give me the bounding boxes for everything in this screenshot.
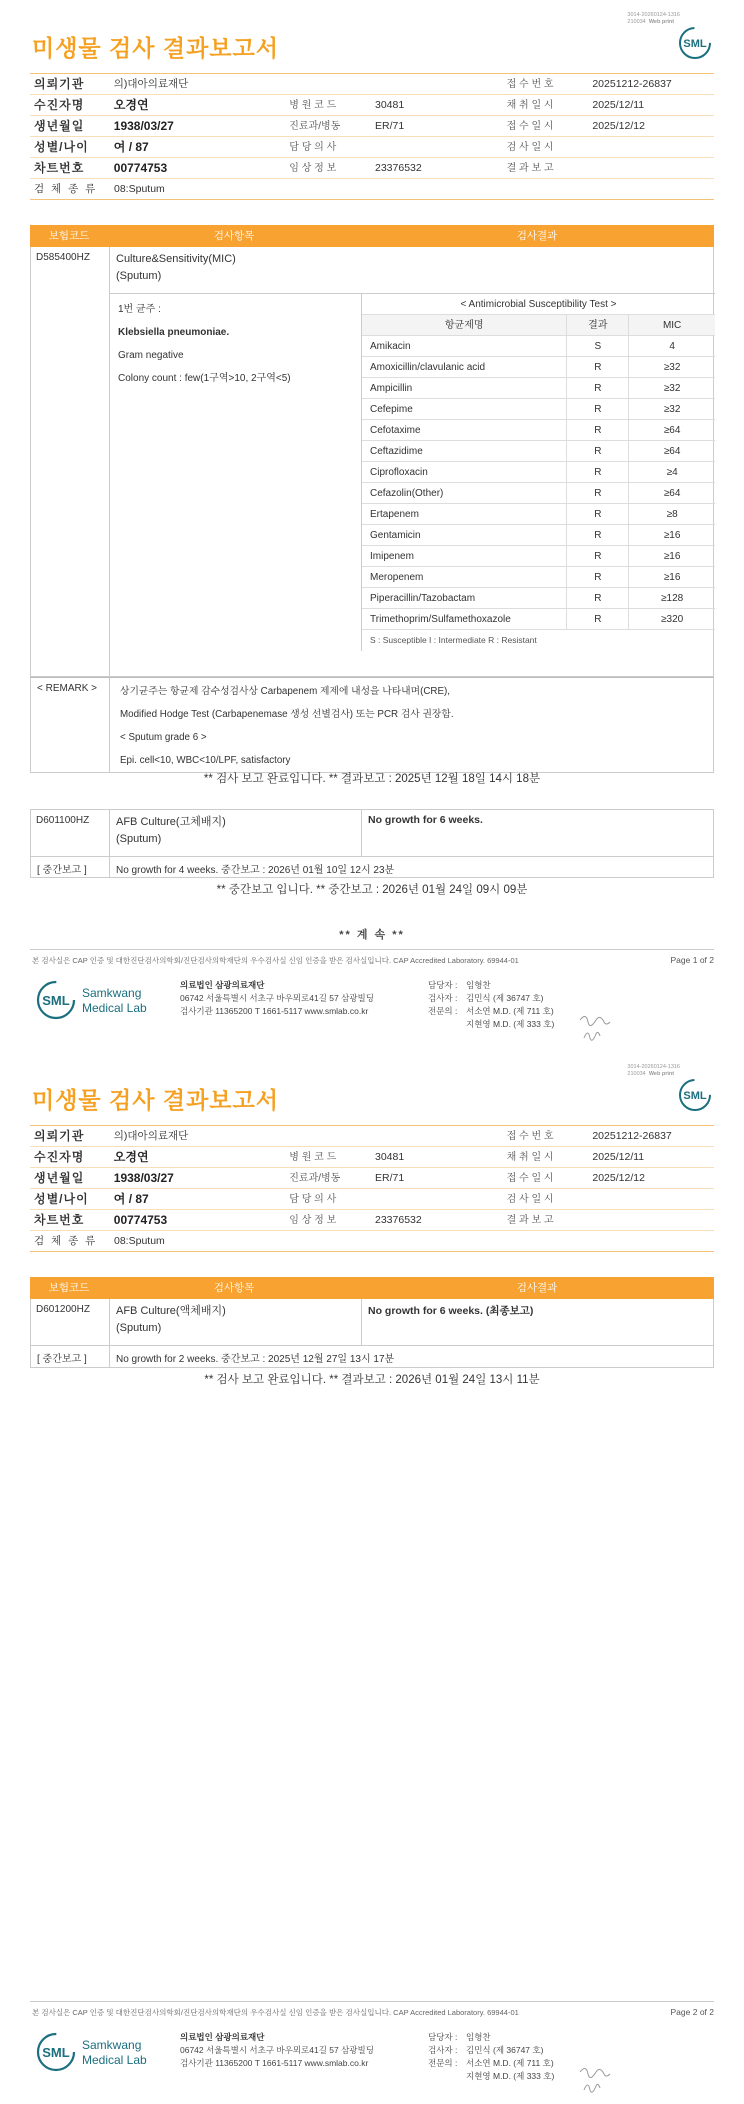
receive-date-label: 접 수 일 시 (506, 1172, 554, 1184)
ast-mic-value: ≥8 (666, 508, 678, 520)
dept-value: ER/71 (375, 119, 405, 132)
hospital-code-value: 30481 (375, 98, 405, 111)
receive-date-label: 접 수 일 시 (506, 120, 554, 132)
sex-age-value: 여 / 87 (113, 1191, 149, 1206)
dob-label: 생년월일 (34, 1170, 85, 1185)
ast-header-row (362, 315, 715, 336)
web-print-label: Web print (648, 1071, 675, 1077)
test-code: D601200HZ (36, 1304, 90, 1315)
info-row (30, 74, 714, 95)
footer-staff (428, 979, 554, 1031)
ast-drug-name: Cefotaxime (362, 420, 567, 441)
patient-info-table (30, 73, 714, 200)
print-meta (627, 1064, 680, 1078)
sml-logo-icon (678, 26, 712, 60)
test-item-name: Culture&Sensitivity(MIC) (116, 253, 236, 265)
sex-age-label: 성별/나이 (34, 1191, 89, 1206)
gram-stain: Gram negative (118, 350, 184, 361)
organism-info (109, 294, 361, 677)
test-item-name: AFB Culture(액체배지) (116, 1305, 226, 1317)
info-row (30, 95, 714, 116)
specimen-label: 검 체 종 류 (34, 182, 98, 195)
ast-result: R (567, 609, 629, 630)
ast-drug-name: Ertapenem (362, 504, 567, 525)
col-result: 검사결과 (516, 230, 558, 242)
test-item-specimen: (Sputum) (116, 270, 162, 282)
logo-text: SML (683, 38, 707, 50)
dob-label: 생년월일 (34, 118, 85, 133)
ast-mic-value: ≥64 (663, 445, 681, 457)
ast-drug-name: Gentamicin (362, 525, 567, 546)
test-code: D601100HZ (36, 815, 90, 826)
receipt-no-label: 접 수 번 호 (506, 78, 554, 90)
clinical-value: 23376532 (375, 161, 422, 174)
ast-result: R (567, 546, 629, 567)
ast-rows (362, 336, 715, 630)
print-id: 3014-20260124-1316 (627, 12, 680, 18)
col-result: 검사결과 (516, 1282, 558, 1294)
print-code: 210034 (627, 1071, 646, 1077)
staff-role: 검사자 : (428, 993, 458, 1003)
remark-label: < REMARK > (37, 683, 98, 694)
test-item-specimen: (Sputum) (116, 833, 162, 845)
ast-drug-name: Amoxicillin/clavulanic acid (362, 357, 567, 378)
afb-solid-result-block (30, 809, 714, 878)
report-value (588, 158, 714, 179)
ast-mic-value: ≥32 (663, 382, 681, 394)
info-row (30, 137, 714, 158)
staff-name: 김민식 (제 36747 호) (466, 993, 544, 1003)
doctor-label: 담 당 의 사 (289, 1193, 337, 1205)
susceptibility-table (361, 294, 715, 651)
hospital-code-label: 병 원 코 드 (289, 1151, 337, 1163)
ast-title: < Antimicrobial Susceptibility Test > (362, 294, 715, 315)
ast-mic-value: ≥32 (663, 403, 681, 415)
report-label: 결 과 보 고 (506, 1214, 554, 1226)
footer-org-info (180, 979, 374, 1018)
ast-result: R (567, 504, 629, 525)
organism-header: 1번 균주 : (118, 304, 161, 315)
receive-date-value: 2025/12/12 (592, 119, 645, 132)
collect-date-value: 2025/12/11 (592, 98, 645, 111)
footer-org-info (180, 2031, 374, 2070)
svg-text:SML: SML (683, 1090, 707, 1102)
org-contact: 검사기관 11365200 T 1661-5117 www.smlab.co.kr (180, 1006, 369, 1016)
receive-date-value: 2025/12/12 (592, 1171, 645, 1184)
ast-mic-value: ≥64 (663, 487, 681, 499)
accreditation-note: 본 검사실은 CAP 인증 및 대한진단검사의학회/진단검사의학재단의 우수검사실 신임 인증을 받은 검사실입니다. CAP Accredited Laboratory. 69944-01 (32, 956, 519, 965)
test-item (109, 247, 361, 293)
doctor-value (371, 137, 503, 158)
org-name: 의료법인 삼광의료재단 (180, 2032, 265, 2042)
ast-result: R (567, 399, 629, 420)
ast-result: S (567, 336, 629, 357)
ast-row (362, 525, 715, 546)
ast-result: R (567, 483, 629, 504)
interim-report: No growth for 2 weeks. 중간보고 : 2025년 12월 27일 13시 17분 (109, 1346, 713, 1367)
report-page-2 (0, 1052, 744, 2104)
ast-result: R (567, 441, 629, 462)
specimen-value: 08:Sputum (114, 1234, 165, 1247)
test-item-name: AFB Culture(고체배지) (116, 816, 226, 828)
ast-mic-value: ≥4 (666, 466, 678, 478)
ast-result: R (567, 567, 629, 588)
ast-drug-name: Ceftazidime (362, 441, 567, 462)
ast-row (362, 420, 715, 441)
col-code: 보험코드 (48, 1282, 90, 1294)
specimen-value: 08:Sputum (114, 182, 165, 195)
sex-age-value: 여 / 87 (113, 139, 149, 154)
signature-icon (576, 1008, 616, 1048)
ast-result: R (567, 357, 629, 378)
dob-value: 1938/03/27 (113, 118, 174, 133)
col-code: 보험코드 (48, 230, 90, 242)
staff-role: 담당자 : (428, 980, 458, 990)
org-contact: 검사기관 11365200 T 1661-5117 www.smlab.co.kr (180, 2058, 369, 2068)
svg-text:Samkwang: Samkwang (82, 2038, 142, 2052)
svg-text:Medical Lab: Medical Lab (82, 1001, 147, 1015)
web-print-label: Web print (648, 19, 675, 25)
ast-mic-value: 4 (669, 340, 675, 352)
clinical-label: 임 상 정 보 (289, 1214, 337, 1226)
interim-label: [ 중간보고 ] (37, 865, 87, 876)
ast-drug-name: Ciprofloxacin (362, 462, 567, 483)
staff-role (428, 1018, 466, 1031)
page-number: Page 1 of 2 (670, 955, 714, 965)
ast-drug-name: Trimethoprim/Sulfamethoxazole (362, 609, 567, 630)
ast-row (362, 588, 715, 609)
info-row (30, 1168, 714, 1189)
test-date-label: 검 사 일 시 (506, 1193, 554, 1205)
lab-label: 의뢰기관 (34, 1128, 85, 1143)
ast-drug-name: Cefepime (362, 399, 567, 420)
ast-result: R (567, 588, 629, 609)
info-row (30, 1210, 714, 1231)
test-code: D585400HZ (36, 252, 90, 263)
ast-row (362, 504, 715, 525)
staff-name: 지현영 M.D. (제 333 호) (466, 2071, 555, 2081)
test-result: No growth for 6 weeks. (361, 810, 715, 856)
print-meta (627, 12, 680, 26)
svg-text:Samkwang: Samkwang (82, 986, 142, 1000)
ast-row (362, 441, 715, 462)
specimen-label: 검 체 종 류 (34, 1234, 98, 1247)
organism-name: Klebsiella pneumoniae. (118, 327, 230, 338)
staff-name: 임형찬 (466, 980, 491, 990)
footer-staff (428, 2031, 554, 2083)
ast-mic-value: ≥16 (663, 571, 681, 583)
page-title: 미생물 검사 결과보고서 (32, 35, 279, 61)
remark-line: Modified Hodge Test (Carbapenemase 생성 선별검사) 또는 PCR 검사 권장함. (120, 709, 454, 720)
interim-report: No growth for 4 weeks. 중간보고 : 2026년 01월 10일 12시 23분 (109, 857, 713, 878)
hospital-code-value: 30481 (375, 1150, 405, 1163)
ast-mic-value: ≥320 (661, 613, 684, 625)
remark-text (109, 678, 715, 772)
sex-age-label: 성별/나이 (34, 139, 89, 154)
afb-liquid-result-block (30, 1299, 714, 1368)
info-row (30, 1231, 714, 1252)
ast-mic-value: ≥128 (661, 592, 684, 604)
ast-row (362, 462, 715, 483)
chart-value: 00774753 (113, 1212, 168, 1227)
test-result: No growth for 6 weeks. (최종보고) (361, 1299, 715, 1345)
col-item: 검사항목 (213, 1282, 255, 1294)
clinical-value: 23376532 (375, 1213, 422, 1226)
test-date-value (588, 137, 714, 158)
receipt-no-value: 20251212-26837 (592, 77, 672, 90)
receipt-no-label: 접 수 번 호 (506, 1130, 554, 1142)
staff-name: 김민식 (제 36747 호) (466, 2045, 544, 2055)
staff-name: 서소연 M.D. (제 711 호) (466, 1006, 554, 1016)
info-row (30, 1189, 714, 1210)
svg-text:Medical Lab: Medical Lab (82, 2053, 147, 2067)
dept-label: 진료과/병동 (289, 1172, 341, 1184)
staff-name: 서소연 M.D. (제 711 호) (466, 2058, 554, 2068)
receipt-no-value: 20251212-26837 (592, 1129, 672, 1142)
report-label: 결 과 보 고 (506, 162, 554, 174)
interim-label: [ 중간보고 ] (37, 1354, 87, 1365)
page-number: Page 2 of 2 (670, 2007, 714, 2017)
colony-count: Colony count : few(1구역>10, 2구역<5) (118, 373, 291, 384)
ast-mic-value: ≥64 (663, 424, 681, 436)
result-column-header (30, 1277, 714, 1299)
footer-divider (30, 949, 714, 950)
doctor-label: 담 당 의 사 (289, 141, 337, 153)
staff-role (428, 2070, 466, 2083)
info-row (30, 179, 714, 200)
ast-drug-name: Imipenem (362, 546, 567, 567)
result-column-header (30, 225, 714, 247)
test-date-label: 검 사 일 시 (506, 141, 554, 153)
report-value (588, 1210, 714, 1231)
ast-row (362, 567, 715, 588)
name-label: 수진자명 (34, 1149, 85, 1164)
org-address: 06742 서울특별시 서초구 바우뫼로41길 57 삼광빌딩 (180, 993, 374, 1003)
report-complete-status: ** 검사 보고 완료입니다. ** 결과보고 : 2026년 01월 24일 13시 11분 (204, 1374, 540, 1386)
svg-text:SML: SML (42, 2045, 70, 2060)
patient-info-table (30, 1125, 714, 1252)
ast-legend: S : Susceptible I : Intermediate R : Resistant (370, 635, 537, 645)
ast-row (362, 399, 715, 420)
dob-value: 1938/03/27 (113, 1170, 174, 1185)
ast-row (362, 336, 715, 357)
print-code: 210034 (627, 19, 646, 25)
ast-row (362, 357, 715, 378)
lab-value: 의)대아의료재단 (113, 77, 189, 90)
staff-name: 지현영 M.D. (제 333 호) (466, 1019, 555, 1029)
ast-head-result: 결과 (567, 315, 629, 336)
ast-row (362, 546, 715, 567)
staff-role: 검사자 : (428, 2045, 458, 2055)
col-item: 검사항목 (213, 230, 255, 242)
ast-mic-value: ≥16 (663, 529, 681, 541)
interim-status: ** 중간보고 입니다. ** 중간보고 : 2026년 01월 24일 09시 09분 (216, 884, 528, 896)
print-id: 3014-20260124-1316 (627, 1064, 680, 1070)
page-title: 미생물 검사 결과보고서 (32, 1087, 279, 1113)
remark-line: 상기균주는 항균제 감수성검사상 Carbapenem 제제에 내성을 나타내며(CRE), (120, 686, 451, 697)
accreditation-note: 본 검사실은 CAP 인증 및 대한진단검사의학회/진단검사의학재단의 우수검사실 신임 인증을 받은 검사실입니다. CAP Accredited Laboratory. 69944-01 (32, 2008, 519, 2017)
remark-line: Epi. cell<10, WBC<10/LPF, satisfactory (120, 755, 291, 766)
test-item (109, 1299, 361, 1345)
continued-marker: ** 계 속 ** (339, 929, 405, 941)
name-value: 오경연 (113, 1149, 149, 1164)
ast-mic-value: ≥32 (663, 361, 681, 373)
ast-row (362, 378, 715, 399)
dept-label: 진료과/병동 (289, 120, 341, 132)
staff-role: 담당자 : (428, 2032, 458, 2042)
collect-date-label: 채 취 일 시 (506, 99, 554, 111)
info-row (30, 158, 714, 179)
staff-role: 전문의 : (428, 2058, 458, 2068)
name-label: 수진자명 (34, 97, 85, 112)
name-value: 오경연 (113, 97, 149, 112)
ast-head-drug: 항균제명 (362, 315, 567, 336)
ast-drug-name: Ampicillin (362, 378, 567, 399)
org-address: 06742 서울특별시 서초구 바우뫼로41길 57 삼광빌딩 (180, 2045, 374, 2055)
ast-drug-name: Cefazolin(Other) (362, 483, 567, 504)
sml-logo-icon (678, 1078, 712, 1112)
info-row (30, 1126, 714, 1147)
test-date-value (588, 1189, 714, 1210)
info-row (30, 1147, 714, 1168)
remark-line: < Sputum grade 6 > (120, 732, 207, 743)
ast-result: R (567, 462, 629, 483)
lab-label: 의뢰기관 (34, 76, 85, 91)
ast-head-mic: MIC (662, 319, 682, 331)
test-item (109, 810, 361, 856)
report-complete-status: ** 검사 보고 완료입니다. ** 결과보고 : 2025년 12월 18일 14시 18분 (203, 773, 541, 785)
chart-label: 차트번호 (34, 160, 85, 175)
hospital-code-label: 병 원 코 드 (289, 99, 337, 111)
samkwang-logo-icon (36, 2029, 166, 2075)
collect-date-label: 채 취 일 시 (506, 1151, 554, 1163)
org-name: 의료법인 삼광의료재단 (180, 980, 265, 990)
chart-label: 차트번호 (34, 1212, 85, 1227)
chart-value: 00774753 (113, 160, 168, 175)
signature-icon (576, 2060, 616, 2100)
svg-text:SML: SML (42, 993, 70, 1008)
ast-drug-name: Amikacin (362, 336, 567, 357)
test-item-specimen: (Sputum) (116, 1322, 162, 1334)
remark-block (30, 677, 714, 773)
ast-result: R (567, 525, 629, 546)
info-row (30, 116, 714, 137)
ast-drug-name: Piperacillin/Tazobactam (362, 588, 567, 609)
dept-value: ER/71 (375, 1171, 405, 1184)
ast-row (362, 483, 715, 504)
footer-divider (30, 2001, 714, 2002)
culture-result-block (30, 247, 714, 677)
ast-result: R (567, 420, 629, 441)
samkwang-logo-icon (36, 977, 166, 1023)
ast-result: R (567, 378, 629, 399)
clinical-label: 임 상 정 보 (289, 162, 337, 174)
ast-mic-value: ≥16 (663, 550, 681, 562)
lab-value: 의)대아의료재단 (113, 1129, 189, 1142)
ast-row (362, 609, 715, 630)
staff-name: 임형찬 (466, 2032, 491, 2042)
collect-date-value: 2025/12/11 (592, 1150, 645, 1163)
doctor-value (371, 1189, 503, 1210)
staff-role: 전문의 : (428, 1006, 458, 1016)
ast-drug-name: Meropenem (362, 567, 567, 588)
